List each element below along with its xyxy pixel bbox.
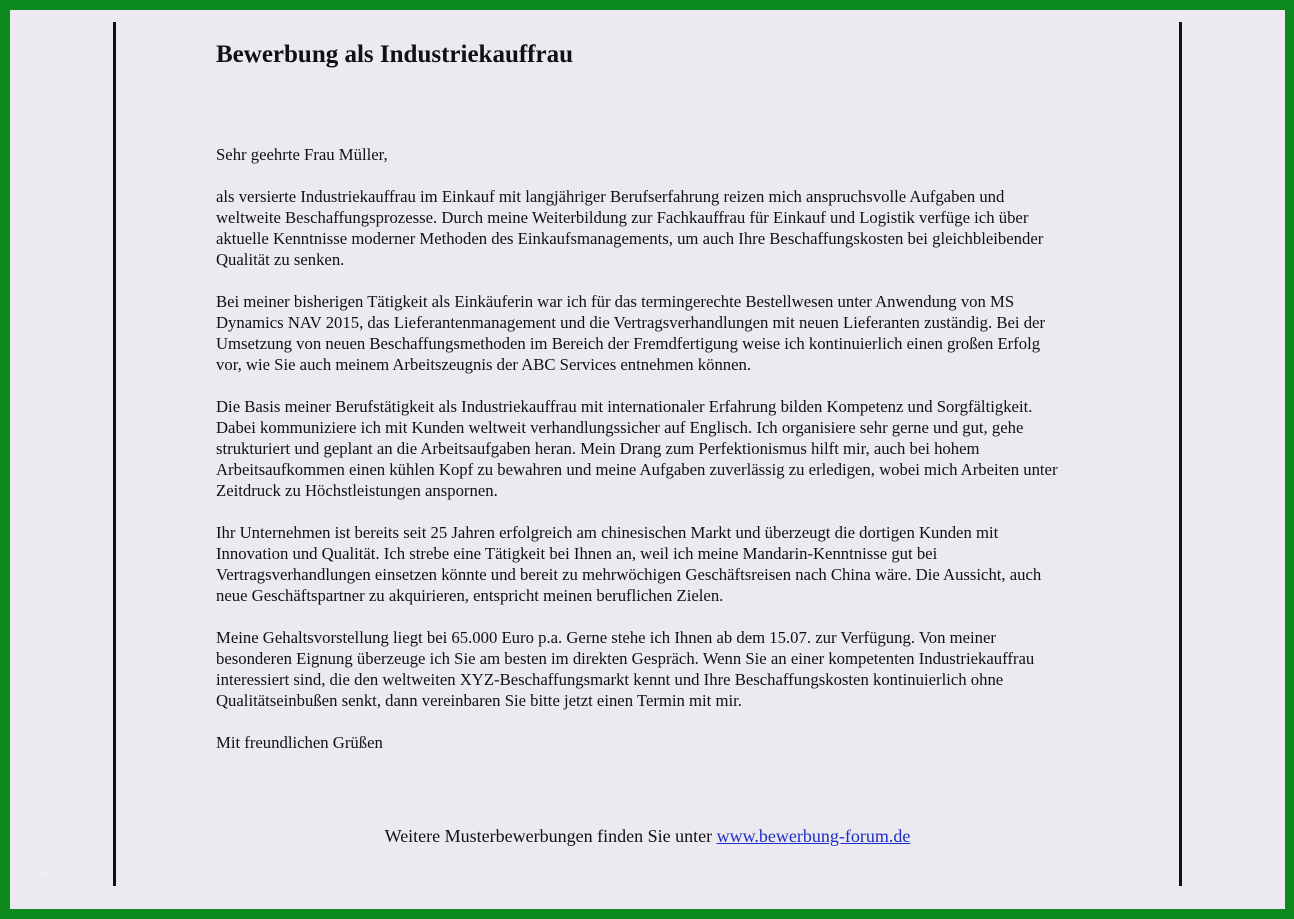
paragraph-4: Ihr Unternehmen ist bereits seit 25 Jahren erfolgreich am chinesischen Markt und überzeugt die dortigen Kunden mit Innovation und Qualität. Ich strebe eine Tätigkeit bei Ihnen an, weil ich meine Mandarin-Kenntnisse gut bei Vertragsverhandlungen einsetzen könnte und bereit zu mehrwöchigen Geschäftsreisen nach China wäre. Die Aussicht, auch neue Geschäftspartner zu akquirieren, entspricht meinen beruflichen Zielen. [216, 523, 1042, 605]
right-margin-rule [1179, 22, 1182, 886]
left-margin-rule [113, 22, 116, 886]
letter-body [216, 38, 1066, 753]
footer-link[interactable]: www.bewerbung-forum.de [716, 826, 911, 846]
paragraph-2: Bei meiner bisherigen Tätigkeit als Einkäuferin war ich für das termingerechte Bestellwesen unter Anwendung von MS Dynamics NAV 2015, das Lieferantenmanagement und die Vertragsverhandlungen mit neuen Lieferanten zuständig. Bei der Umsetzung von neuen Beschaffungsmethoden im Bereich der Fremdfertigung weise ich kontinuierlich einen großen Erfolg vor, wie Sie auch meinem Arbeitszeugnis der ABC Services entnehmen können. [216, 292, 1046, 374]
closing: Mit freundlichen Grüßen [216, 733, 383, 752]
salutation: Sehr geehrte Frau Müller, [216, 145, 388, 164]
paragraph-1: als versierte Industriekauffrau im Einkauf mit langjähriger Berufserfahrung reizen mich anspruchsvolle Aufgaben und weltweite Beschaffungsprozesse. Durch meine Weiterbildung zur Fachkauffrau für Einkauf und Logistik verfüge ich über aktuelle Kenntnisse moderner Methoden des Einkaufsmanagements, um auch Ihre Beschaffungskosten bei gleichbleibender Qualität zu senken. [216, 187, 1044, 269]
footer-text: Weitere Musterbewerbungen finden Sie unter [384, 826, 717, 846]
watermark: lalelu blue [40, 867, 87, 877]
footer [10, 826, 1285, 847]
paragraph-5: Meine Gehaltsvorstellung liegt bei 65.000 Euro p.a. Gerne stehe ich Ihnen ab dem 15.07. zur Verfügung. Von meiner besonderen Eignung überzeuge ich Sie am besten im direkten Gespräch. Wenn Sie an einer kompetenten Industriekauffrau interessiert sind, die den weltweiten XYZ-Beschaffungsmarkt kennt und Ihre Beschaffungskosten kontinuierlich ohne Qualitätseinbußen senkt, dann vereinbaren Sie bitte jetzt einen Termin mit mir. [216, 628, 1035, 710]
paragraph-3: Die Basis meiner Berufstätigkeit als Industriekauffrau mit internationaler Erfahrung bilden Kompetenz und Sorgfältigkeit. Dabei kommuniziere ich mit Kunden weltweit verhandlungssicher auf Englisch. Ich organisiere sehr gerne und gut, gehe strukturiert und geplant an die Arbeitsaufgaben heran. Mein Drang zum Perfektionismus hilft mir, auch bei hohem Arbeitsaufkommen einen kühlen Kopf zu bewahren und meine Aufgaben zuverlässig zu erledigen, wobei mich Arbeiten unter Zeitdruck zu Höchstleistungen anspornen. [216, 397, 1058, 500]
letter-title: Bewerbung als Industriekauffrau [216, 41, 573, 68]
